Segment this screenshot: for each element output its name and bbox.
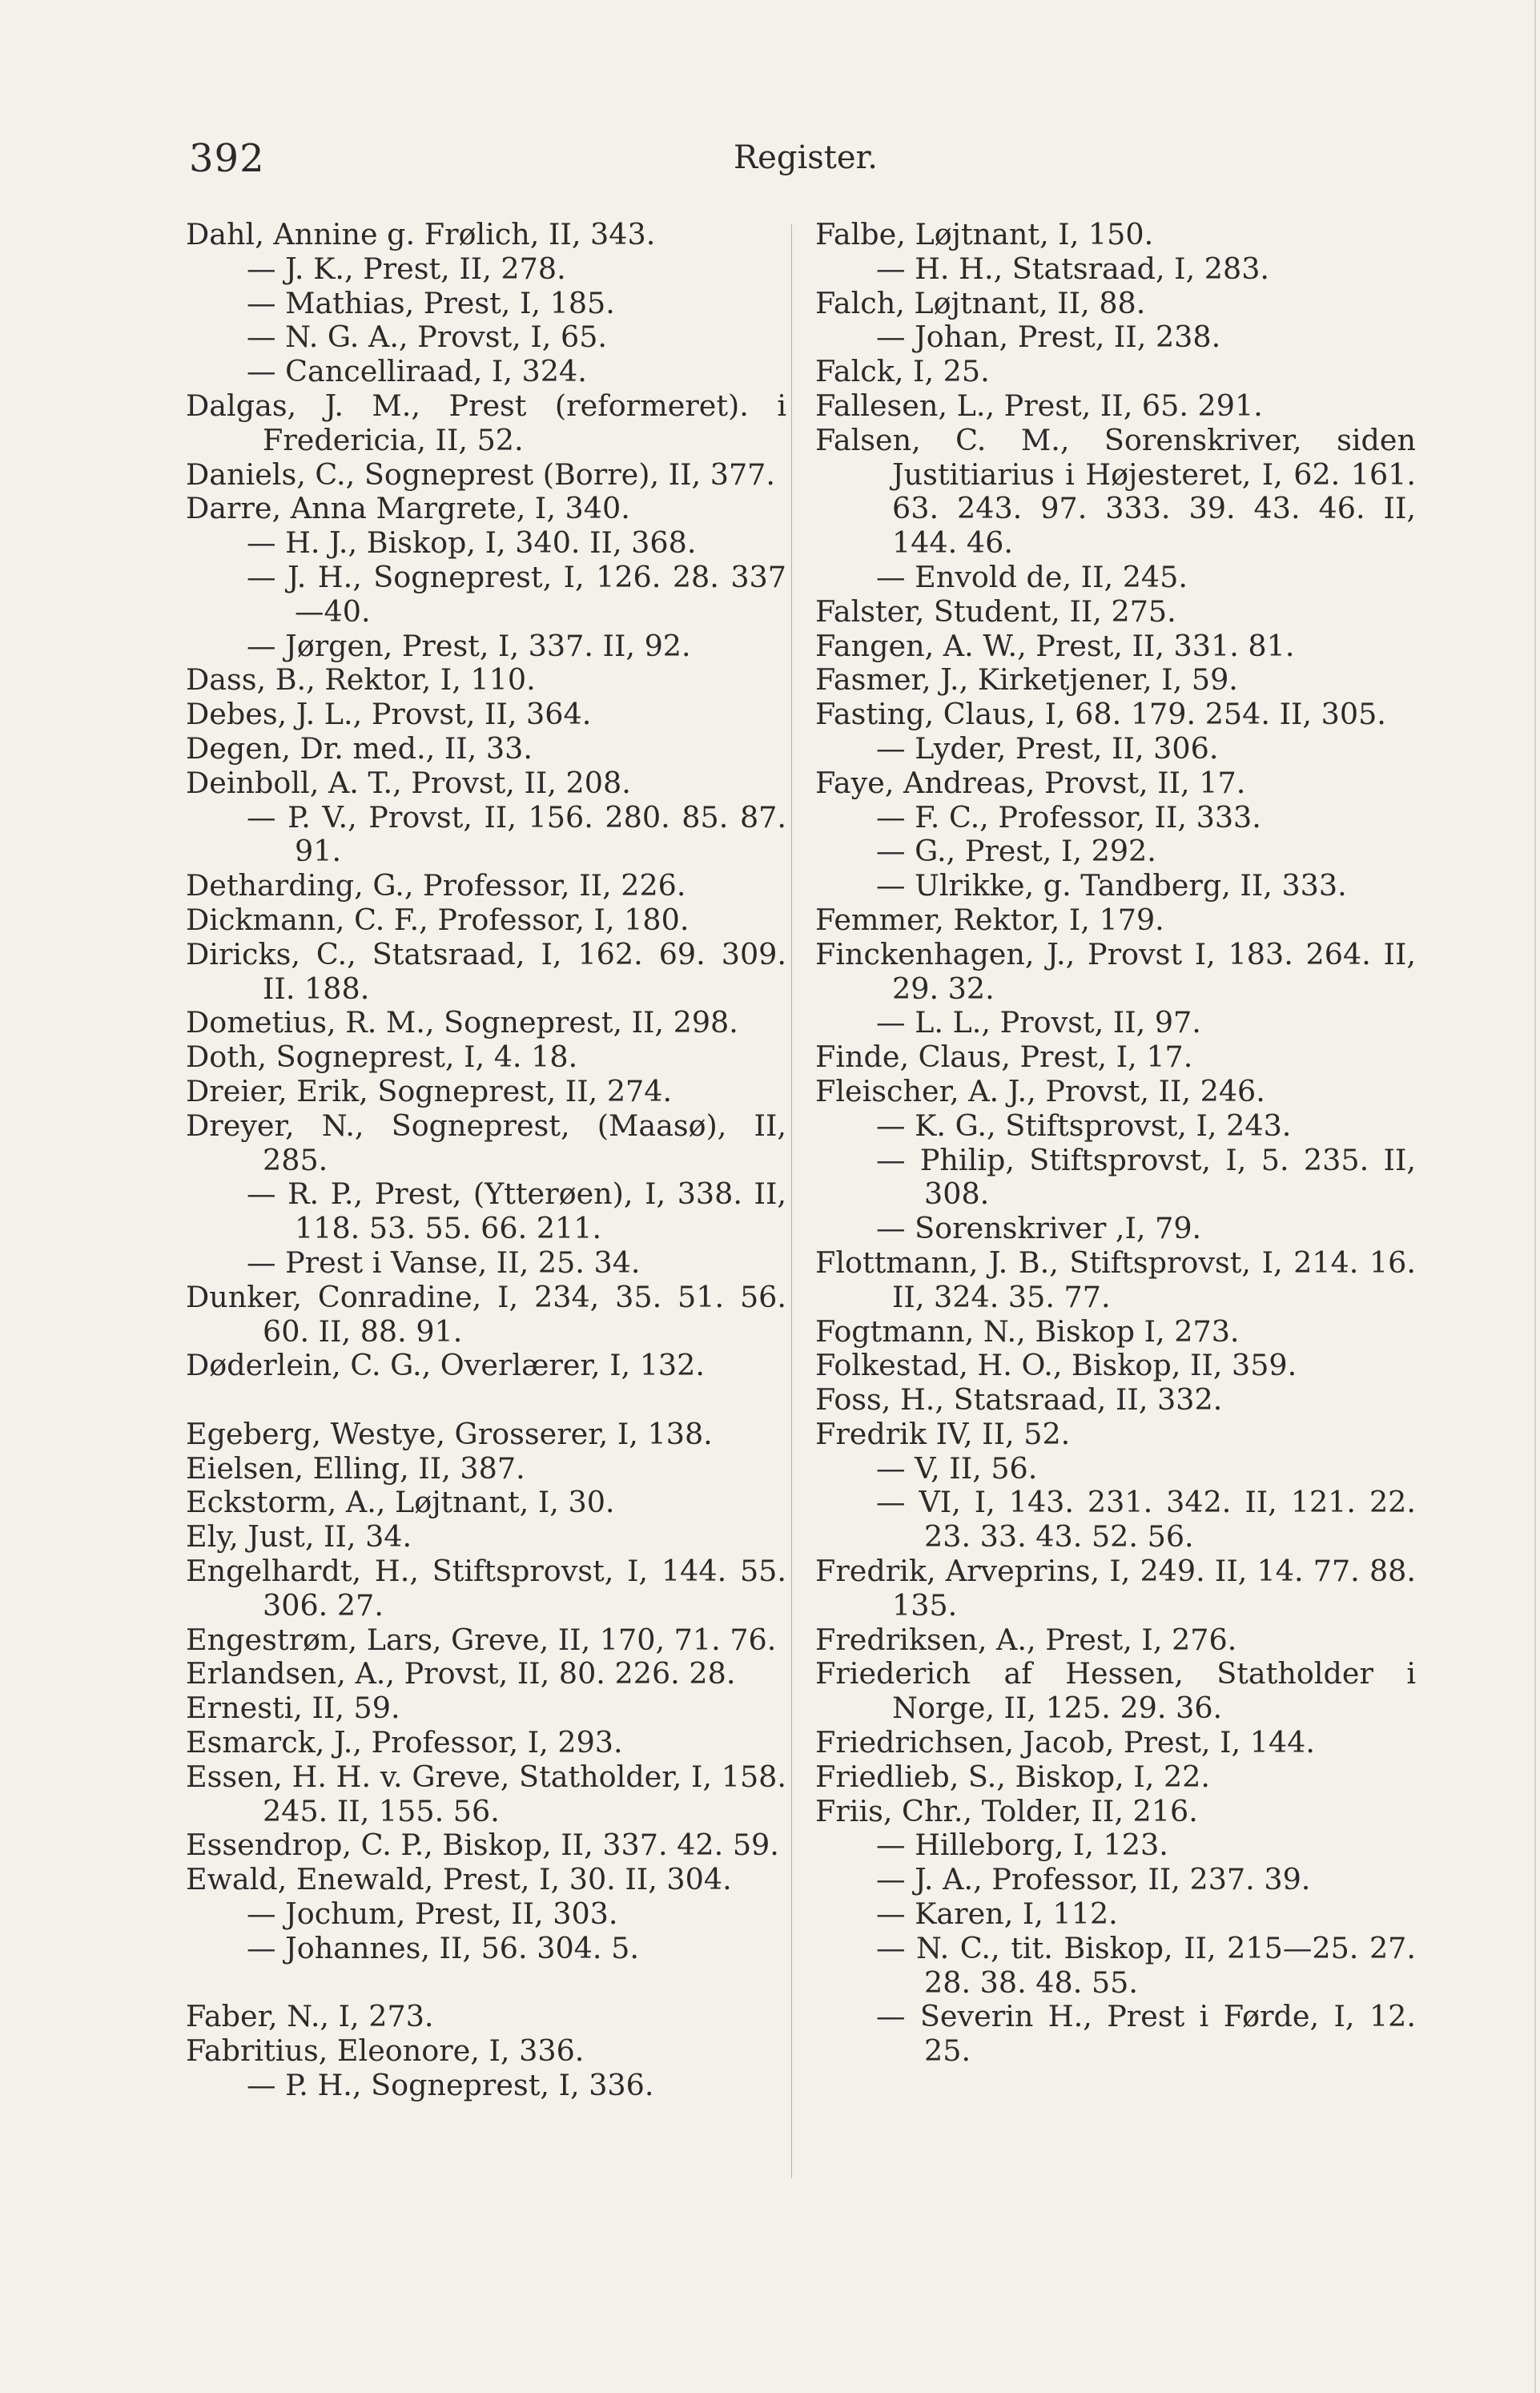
index-entry: Egeberg, Westye, Grosserer, I, 138. (186, 1416, 713, 1451)
index-column-right (815, 218, 1416, 2069)
index-entry: Foss, H., Statsraad, II, 332. (815, 1382, 1223, 1418)
index-entry: Døderlein, C. G., Overlærer, I, 132. (186, 1348, 705, 1383)
index-subentry: — G., Prest, I, 292. (876, 834, 1156, 869)
index-subentry: — VI, I, 143. 231. 342. II, 121. 22. 23. 33. 43. 52. 56. (876, 1485, 1416, 1554)
index-subentry: — F. C., Professor, II, 333. (876, 799, 1261, 835)
index-entry: Faber, N., I, 273. (186, 1999, 434, 2034)
index-subentry: — Johannes, II, 56. 304. 5. (247, 1930, 639, 1965)
index-entry: Finckenhagen, J., Provst I, 183. 264. II, 29. 32. (815, 936, 1416, 1006)
column-divider (791, 224, 792, 2178)
index-entry: Eckstorm, A., Løjtnant, I, 30. (186, 1485, 615, 1520)
index-subentry: — Jørgen, Prest, I, 337. II, 92. (247, 628, 691, 663)
index-subentry: — K. G., Stiftsprovst, I, 243. (876, 1108, 1292, 1143)
index-entry: Falck, I, 25. (815, 354, 990, 389)
index-entry: Fogtmann, N., Biskop I, 273. (815, 1313, 1240, 1349)
index-entry: Fasmer, J., Kirketjener, I, 59. (815, 662, 1238, 698)
index-subentry: — N. C., tit. Biskop, II, 215—25. 27. 28. 38. 48. 55. (876, 1930, 1416, 2000)
index-entry: Detharding, G., Professor, II, 226. (186, 868, 686, 903)
index-subentry: — L. L., Provst, II, 97. (876, 1005, 1201, 1040)
index-entry: Dalgas, J. M., Prest (reformeret). i Fredericia, II, 52. (186, 388, 786, 457)
index-subentry: — Cancelliraad, I, 324. (247, 354, 587, 389)
page-edge-line (1534, 0, 1536, 2393)
index-subentry: — V, II, 56. (876, 1450, 1038, 1486)
index-entry: Dometius, R. M., Sogneprest, II, 298. (186, 1005, 738, 1040)
index-entry: Engelhardt, H., Stiftsprovst, I, 144. 55. 306. 27. (186, 1554, 786, 1623)
page-header (189, 136, 1422, 184)
index-entry: Fredrik, Arveprins, I, 249. II, 14. 77. 88. 135. (815, 1554, 1416, 1623)
index-subentry: — R. P., Prest, (Ytterøen), I, 338. II, 118. 53. 55. 66. 211. (247, 1176, 786, 1246)
index-entry: Dahl, Annine g. Frølich, II, 343. (186, 217, 656, 251)
index-entry: Eielsen, Elling, II, 387. (186, 1450, 525, 1486)
index-entry: Falster, Student, II, 275. (815, 593, 1176, 629)
index-entry: Dreyer, N., Sogneprest, (Maasø), II, 285. (186, 1108, 786, 1177)
index-entry: Debes, J. L., Provst, II, 364. (186, 697, 592, 732)
index-entry: Erlandsen, A., Provst, II, 80. 226. 28. (186, 1656, 736, 1691)
index-entry: Fredrik IV, II, 52. (815, 1416, 1071, 1451)
index-column-left (186, 218, 786, 2103)
index-subentry: — N. G. A., Provst, I, 65. (247, 320, 608, 355)
index-subentry: — Hilleborg, I, 123. (876, 1828, 1168, 1863)
index-entry: Friederich af Hessen, Statholder i Norge, II, 125. 29. 36. (815, 1656, 1416, 1726)
index-entry: Dreier, Erik, Sogneprest, II, 274. (186, 1073, 673, 1108)
index-entry: Folkestad, H. O., Biskop, II, 359. (815, 1348, 1297, 1383)
index-entry: Dunker, Conradine, I, 234, 35. 51. 56. 60. II, 88. 91. (186, 1279, 786, 1349)
index-entry: Ely, Just, II, 34. (186, 1519, 412, 1554)
index-entry: Fabritius, Eleonore, I, 336. (186, 2033, 585, 2069)
index-entry: Fleischer, A. J., Provst, II, 246. (815, 1073, 1265, 1108)
index-entry: Degen, Dr. med., II, 33. (186, 730, 533, 766)
index-subentry: — Philip, Stiftsprovst, I, 5. 235. II, 308. (876, 1142, 1416, 1212)
index-subentry: — J. H., Sogneprest, I, 126. 28. 337—40. (247, 559, 786, 629)
index-entry: Falch, Løjtnant, II, 88. (815, 285, 1146, 320)
page-title: Register. (734, 139, 878, 176)
index-subentry: — Sorenskriver ,I, 79. (876, 1211, 1202, 1246)
index-entry: Friedlieb, S., Biskop, I, 22. (815, 1759, 1210, 1794)
index-subentry: — Jochum, Prest, II, 303. (247, 1896, 618, 1932)
index-subentry: — Lyder, Prest, II, 306. (876, 730, 1219, 766)
index-entry: Darre, Anna Margrete, I, 340. (186, 491, 630, 526)
index-subentry: — Ulrikke, g. Tandberg, II, 333. (876, 868, 1347, 903)
index-entry: Engestrøm, Lars, Greve, II, 170, 71. 76. (186, 1622, 777, 1657)
index-entry: Doth, Sogneprest, I, 4. 18. (186, 1040, 578, 1075)
index-entry: Fallesen, L., Prest, II, 65. 291. (815, 388, 1263, 423)
index-subentry: — H. J., Biskop, I, 340. II, 368. (247, 525, 697, 561)
index-entry: Finde, Claus, Prest, I, 17. (815, 1040, 1193, 1075)
index-entry: Essendrop, C. P., Biskop, II, 337. 42. 59. (186, 1828, 779, 1863)
index-subentry: — Mathias, Prest, I, 185. (247, 285, 615, 320)
section-gap (186, 1383, 786, 1418)
index-entry: Friedrichsen, Jacob, Prest, I, 144. (815, 1725, 1316, 1760)
page-number: 392 (189, 136, 265, 181)
index-entry: Dickmann, C. F., Professor, I, 180. (186, 902, 690, 937)
index-entry: Falbe, Løjtnant, I, 150. (815, 217, 1154, 251)
index-subentry: — Prest i Vanse, II, 25. 34. (247, 1245, 641, 1280)
index-subentry: — Severin H., Prest i Førde, I, 12. 25. (876, 1999, 1416, 2069)
index-entry: Falsen, C. M., Sorenskriver, siden Justitiarius i Højesteret, I, 62. 161. 63. 243. 97. 333. 39. 43. 46. II, 144. 46. (815, 422, 1416, 561)
index-subentry: — Johan, Prest, II, 238. (876, 320, 1221, 355)
index-entry: Femmer, Rektor, I, 179. (815, 902, 1164, 937)
index-subentry: — J. K., Prest, II, 278. (247, 251, 566, 286)
index-subentry: — Envold de, II, 245. (876, 559, 1188, 594)
index-entry: Esmarck, J., Professor, I, 293. (186, 1725, 623, 1760)
index-entry: Essen, H. H. v. Greve, Statholder, I, 158. 245. II, 155. 56. (186, 1759, 786, 1828)
index-entry: Fredriksen, A., Prest, I, 276. (815, 1622, 1237, 1657)
section-gap (186, 1966, 786, 2001)
index-entry: Dass, B., Rektor, I, 110. (186, 662, 536, 698)
index-subentry: — J. A., Professor, II, 237. 39. (876, 1862, 1311, 1897)
index-entry: Flottmann, J. B., Stiftsprovst, I, 214. 16. II, 324. 35. 77. (815, 1245, 1416, 1314)
index-entry: Faye, Andreas, Provst, II, 17. (815, 765, 1246, 800)
index-entry: Ewald, Enewald, Prest, I, 30. II, 304. (186, 1862, 732, 1897)
index-entry: Deinboll, A. T., Provst, II, 208. (186, 765, 631, 800)
index-entry: Daniels, C., Sogneprest (Borre), II, 377. (186, 456, 776, 492)
index-entry: Diricks, C., Statsraad, I, 162. 69. 309. II. 188. (186, 936, 786, 1006)
index-entry: Fasting, Claus, I, 68. 179. 254. II, 305. (815, 697, 1386, 732)
index-subentry: — P. H., Sogneprest, I, 336. (247, 2068, 654, 2103)
index-subentry: — P. V., Provst, II, 156. 280. 85. 87. 91. (247, 799, 786, 869)
index-subentry: — H. H., Statsraad, I, 283. (876, 251, 1270, 286)
index-entry: Friis, Chr., Tolder, II, 216. (815, 1793, 1198, 1828)
index-entry: Fangen, A. W., Prest, II, 331. 81. (815, 628, 1295, 663)
index-entry: Ernesti, II, 59. (186, 1691, 400, 1726)
index-subentry: — Karen, I, 112. (876, 1896, 1118, 1932)
